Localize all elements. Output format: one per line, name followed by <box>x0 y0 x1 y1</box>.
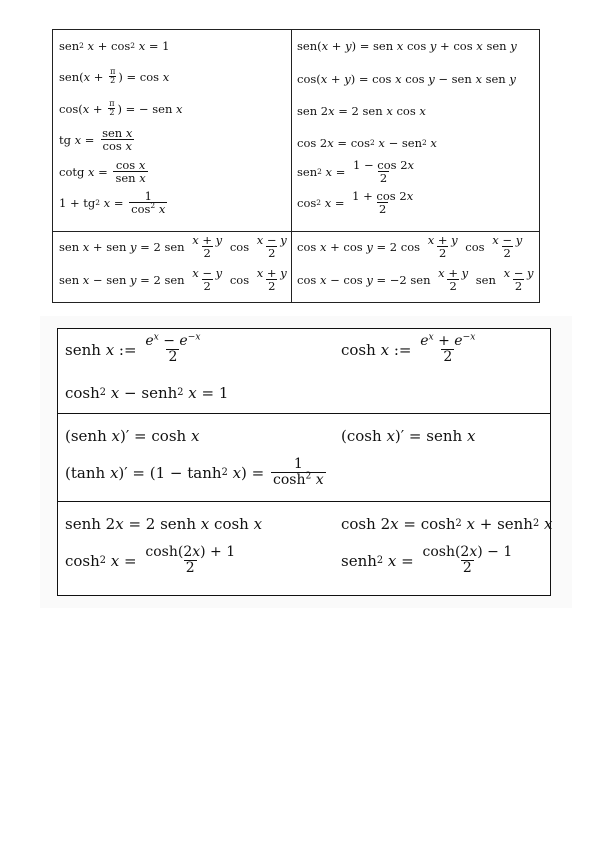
sen-difference-to-product: sen x − sen y = 2 sen $\frac{x - y}{2}$ cos $\frac{x + y}{2}$ <box>59 266 287 294</box>
sen-squared-half-angle: sen 2 x = $\frac{1 - \cos 2x}{2}$ <box>297 158 415 186</box>
cos-squared-half-angle: cos 2 x = $\frac{1 + \cos 2x}{2}$ <box>297 189 414 217</box>
sen-shift-identity: sen ( x + $\frac{\pi}{2}$ ) = cos x <box>59 67 170 86</box>
row-divider <box>53 231 539 232</box>
sen-sum-to-product: sen x + sen y = 2 sen $\frac{x + y}{2}$ cos $\frac{x - y}{2}$ <box>59 233 287 261</box>
senh-derivative: ( senh x )′ = cosh x <box>65 427 200 445</box>
senh-squared-half-angle: senh 2 x = $\frac{\cosh(2x) - 1}{2}$ <box>341 544 513 576</box>
cos-sum-to-product: cos x + cos y = 2 cos $\frac{x + y}{2}$ cos $\frac{x - y}{2}$ <box>297 233 523 261</box>
tg-definition: tg x = $\frac{\text{sen x}}{\text{cos x}}$ <box>59 126 133 154</box>
cos-sum-identity: cos ( x + y ) = cos x cos y − sen x sen y <box>297 72 516 86</box>
sen-double-angle: sen 2 x = 2 sen x cos x <box>297 104 426 118</box>
hyperbolic-pythagorean: cosh 2 x − senh 2 x = 1 <box>65 384 229 402</box>
column-divider <box>291 30 292 302</box>
cos-shift-identity: cos ( x + $\frac{\pi}{2}$ ) = − sen x <box>59 99 183 118</box>
pythagorean-identity: sen 2 x + cos 2 x = 1 <box>59 39 170 53</box>
cosh-definition: cosh x := $\frac{e^x + e^{-x}}{2}$ <box>341 332 476 365</box>
cotg-definition: cotg x = $\frac{\text{cos x}}{\text{sen x}}$ <box>59 158 146 186</box>
cos-double-angle: cos 2 x = cos 2 x − sen 2 x <box>297 136 437 150</box>
cosh-squared-half-angle: cosh 2 x = $\frac{\cosh(2x) + 1}{2}$ <box>65 544 236 576</box>
trig-identities-table <box>52 29 540 303</box>
sen-sum-identity: sen ( x + y ) = sen x cos y + cos x sen y <box>297 39 517 53</box>
cos-difference-to-product: cos x − cos y = −2 sen $\frac{x + y}{2}$ sen $\frac{x - y}{2}$ <box>297 266 534 294</box>
cosh-derivative: ( cosh x )′ = senh x <box>341 427 476 445</box>
row-divider <box>58 413 550 414</box>
row-divider <box>58 501 550 502</box>
tanh-derivative: ( tanh x )′ = (1 − tanh 2 x ) = $\frac{1}{\cosh^2 x}$ <box>65 456 324 488</box>
hyperbolic-identities-table <box>57 328 551 596</box>
senh-double-angle: senh 2 x = 2 senh x cosh x <box>65 515 263 533</box>
tg-squared-identity: 1 + tg 2 x = $\frac{1}{\cos^2 x}$ <box>59 189 166 217</box>
cosh-double-angle: cosh 2 x = cosh 2 x + senh 2 x <box>341 515 553 533</box>
senh-definition: senh x := $\frac{e^x - e^{-x}}{2}$ <box>65 332 201 365</box>
